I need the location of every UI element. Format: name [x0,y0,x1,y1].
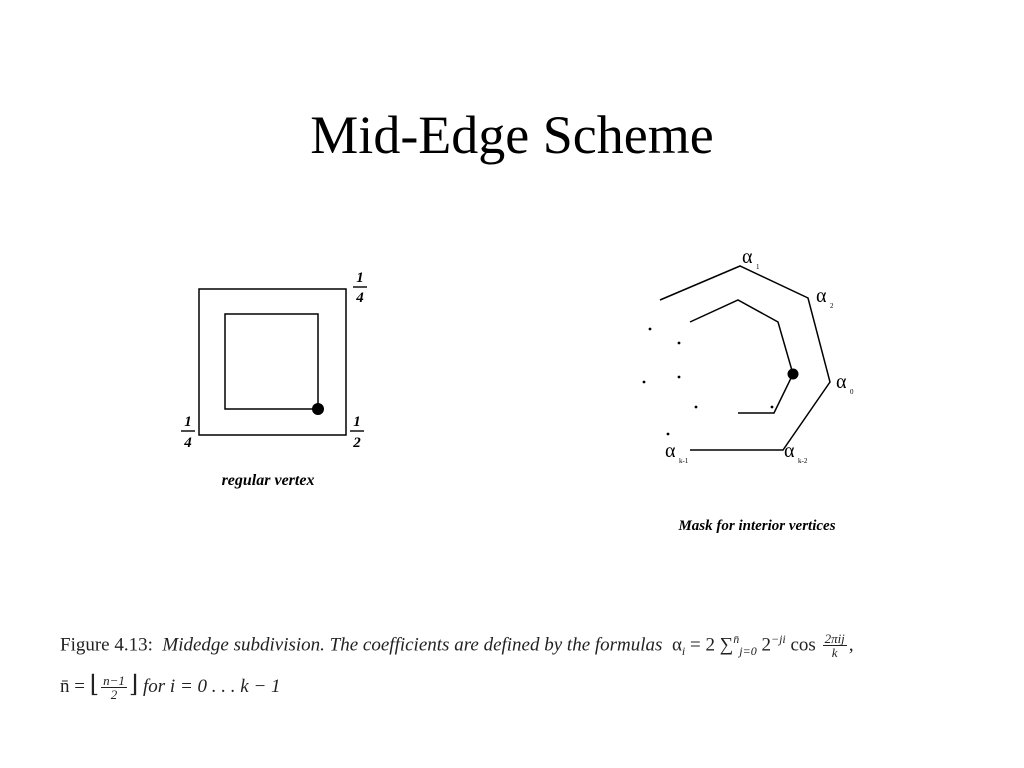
label-alpha-k-1 [665,440,689,465]
outer-square [199,289,346,435]
weight-bottom-left-den: 4 [184,435,192,451]
label-alpha-2-sub: 2 [830,302,834,310]
formula-sum-sub: j=0 [739,644,757,659]
formula-cos-den: k [831,645,838,661]
regular-vertex-diagram [181,270,367,489]
label-alpha-k-2-symbol: α [784,440,795,462]
weight-top-right-den: 4 [356,290,364,306]
figure-caption-text: Midedge subdivision. The coefficients are defined by the formulas [162,634,663,656]
inner-path [225,314,318,409]
vertex-dot [312,403,324,415]
dot [678,342,681,345]
formula-eq-sum: = 2 ∑ [685,634,734,656]
formula-cos-fraction [823,632,847,659]
formula-pow-base: 2 [761,634,771,656]
dot [649,328,652,331]
interior-mask-diagram [643,246,854,534]
formula-alpha: α [671,634,682,656]
dot [667,433,670,436]
interior-vertex-dot [788,369,799,380]
formula-floor-right: ⌋ [128,672,139,699]
regular-vertex-caption: regular vertex [221,472,315,489]
formula-nbar: n̄ = [60,676,85,698]
label-alpha-0 [836,371,854,396]
label-alpha-0-symbol: α [836,371,847,393]
label-alpha-2-symbol: α [816,285,827,307]
dot [643,381,646,384]
label-alpha-k-2-sub: k-2 [798,457,808,465]
slide-title: Mid-Edge Scheme [310,105,714,165]
figure-caption-line-2 [60,668,1000,704]
label-alpha-k-1-sub: k-1 [679,457,689,465]
dot [695,406,698,409]
figure-caption-range: for i = 0 . . . k − 1 [143,676,281,698]
label-alpha-1-sub: 1 [756,263,760,271]
formula-alpha-sub: i [681,644,686,659]
label-alpha-k-1-symbol: α [665,440,676,462]
interior-mask-caption: Mask for interior vertices [678,518,836,534]
label-alpha-k-2 [784,440,808,465]
weight-bottom-right-den: 2 [353,435,361,451]
weight-bottom-right [350,414,364,451]
formula-cos-num: 2πij [824,631,845,647]
label-alpha-2 [816,285,834,310]
formula-floor-left: ⌊ [89,672,100,699]
formula-floor-den: 2 [110,687,118,703]
weight-bottom-left [181,414,195,451]
ellipsis-dots [643,328,774,436]
outer-polygon [660,266,830,450]
formula-comma: , [848,634,854,656]
formula-sum-sup: n̄ [733,632,740,646]
dot [678,376,681,379]
weight-top-right-num: 1 [356,270,364,286]
formula-cos: cos [790,634,816,656]
inner-polygon [690,300,793,413]
label-alpha-1 [742,246,760,271]
label-alpha-1-symbol: α [742,246,753,268]
weight-bottom-right-num: 1 [353,414,361,430]
figure-caption [60,622,1000,704]
formula-pow-exp: −ji [770,632,786,646]
label-alpha-0-sub: 0 [850,388,854,396]
figure-caption-line-1 [60,622,1000,668]
weight-top-right [353,270,367,306]
figure-caption-prefix: Figure 4.13: [60,634,153,656]
formula-floor-fraction [101,674,127,701]
formula-floor-num: n−1 [103,673,125,689]
dot [771,406,774,409]
weight-bottom-left-num: 1 [184,414,192,430]
